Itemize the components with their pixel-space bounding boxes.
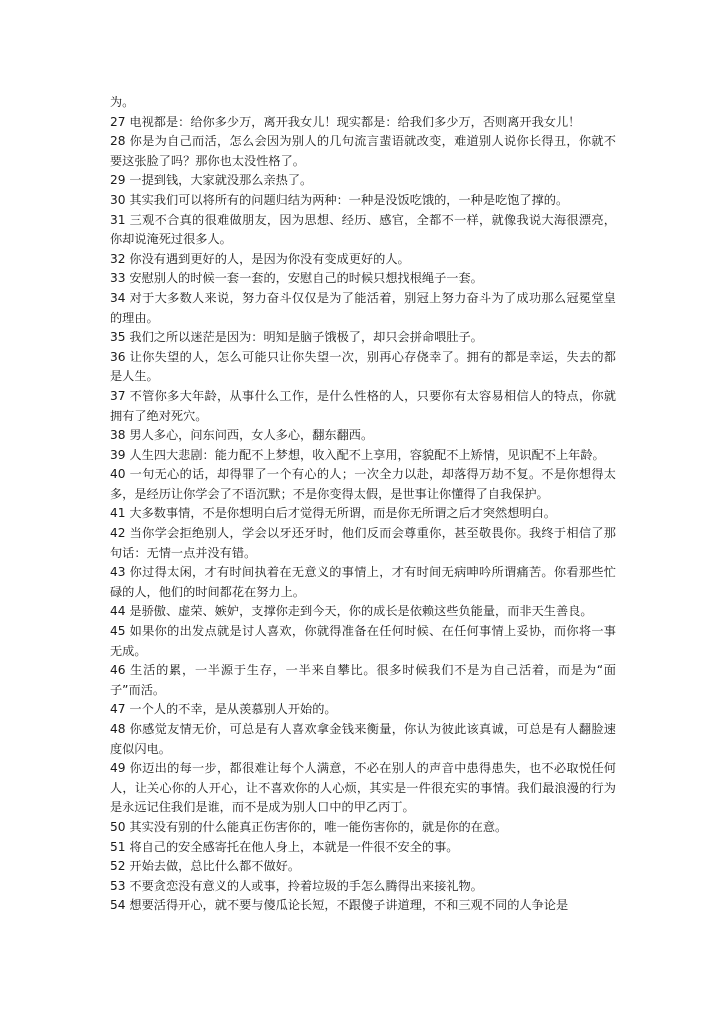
quote-paragraph: 27 电视都是：给你多少万，离开我女儿！现实都是：给我们多少万，否则离开我女儿！ (110, 114, 581, 129)
quote-paragraph: 48 你感觉友情无价，可总是有人喜欢拿金钱来衡量，你认为彼此该真诚，可总是有人翻脸速度似闪电。 (110, 722, 616, 756)
quote-paragraph: 45 如果你的出发点就是讨人喜欢，你就得准备在任何时候、在任何事情上妥协，而你将一事无成。 (110, 624, 616, 658)
quote-paragraph: 36 让你失望的人，怎么可能只让你失望一次，别再心存侥幸了。拥有的都是幸运，失去的都是人生。 (110, 349, 616, 384)
quote-paragraph: 46 生活的累，一半源于生存，一半来自攀比。很多时候我们不是为自己活着，而是为“面子”而活。 (110, 663, 616, 697)
quote-paragraph: 53 不要贪恋没有意义的人或事，拎着垃圾的手怎么腾得出来接礼物。 (110, 878, 483, 893)
quote-paragraph: 44 是骄傲、虚荣、嫉妒，支撑你走到今天，你的成长是依赖这些负能量，而非天生善良。 (110, 604, 593, 619)
quote-paragraph: 33 安慰别人的时候一套一套的，安慰自己的时候只想找根绳子一套。 (110, 271, 483, 286)
quote-paragraph: 39 人生四大悲剧：能力配不上梦想，收入配不上享用，容貌配不上矫情，见识配不上年龄。 (110, 447, 605, 462)
quote-paragraph: 30 其实我们可以将所有的问题归结为两种：一种是没饭吃饿的，一种是吃饱了撑的。 (110, 192, 569, 207)
quote-paragraph: 28 你是为自己而活，怎么会因为别人的几句流言蜚语就改变，难道别人说你长得丑，你就不要这张脸了吗？那你也太没性格了。 (110, 134, 616, 168)
quote-paragraph: 31 三观不合真的很难做朋友，因为思想、经历、感官，全都不一样，就像我说大海很漂亮，你却说淹死过很多人。 (110, 212, 616, 247)
quote-paragraph: 34 对于大多数人来说，努力奋斗仅仅是为了能活着，别冠上努力奋斗为了成功那么冠冕堂皇的理由。 (110, 290, 616, 325)
quote-paragraph: 52 开始去做，总比什么都不做好。 (110, 859, 301, 874)
quote-paragraph: 为。 (110, 95, 135, 109)
quote-paragraph: 43 你过得太闲，才有时间执着在无意义的事情上，才有时间无病呻吟所谓痛苦。你看那些忙碌的人，他们的时间都花在努力上。 (110, 565, 616, 599)
quote-paragraph: 51 将自己的安全感寄托在他人身上，本就是一件很不安全的事。 (110, 839, 459, 854)
quote-paragraph: 47 一个人的不幸，是从羡慕别人开始的。 (110, 702, 337, 717)
quote-paragraph: 37 不管你多大年龄，从事什么工作，是什么性格的人，只要你有太容易相信人的特点，你就拥有了绝对死穴。 (110, 388, 616, 423)
quote-paragraph: 35 我们之所以迷茫是因为：明知是脑子饿极了，却只会拼命喂肚子。 (110, 330, 483, 345)
quote-paragraph: 32 你没有遇到更好的人，是因为你没有变成更好的人。 (110, 251, 410, 266)
quote-paragraph: 40 一句无心的话，却得罪了一个有心的人；一次全力以赴，却落得万劫不复。不是你想得太多，是经历让你学会了不语沉默；不是你变得太假，是世事让你懂得了自我保护。 (110, 467, 616, 501)
quote-paragraph: 54 想要活得开心，就不要与傻瓜论长短，不跟傻子讲道理，不和三观不同的人争论是 (110, 898, 569, 913)
quote-paragraph: 41 大多数事情，不是你想明白后才觉得无所谓，而是你无所谓之后才突然想明白。 (110, 506, 556, 521)
quote-paragraph: 50 其实没有别的什么能真正伤害你的，唯一能伤害你的，就是你的在意。 (110, 819, 508, 834)
quote-paragraph: 38 男人多心，问东问西，女人多心，翻东翻西。 (110, 428, 374, 443)
quote-paragraph: 29 一提到钱，大家就没那么亲热了。 (110, 173, 313, 188)
quote-paragraph: 49 你迈出的每一步，都很难让每个人满意，不必在别人的声音中患得患失，也不必取悦任何人，让关心你的人开心，让不喜欢你的人心烦，其实是一件很充实的事情。我们最浪漫的行为是永远记住我们是谁，而不是成为别人口中的甲乙丙丁。 (110, 761, 616, 815)
quote-paragraph: 42 当你学会拒绝别人，学会以牙还牙时，他们反而会尊重你，甚至敬畏你。我终于相信了那句话：无情一点并没有错。 (110, 526, 616, 560)
document-body (110, 93, 616, 916)
